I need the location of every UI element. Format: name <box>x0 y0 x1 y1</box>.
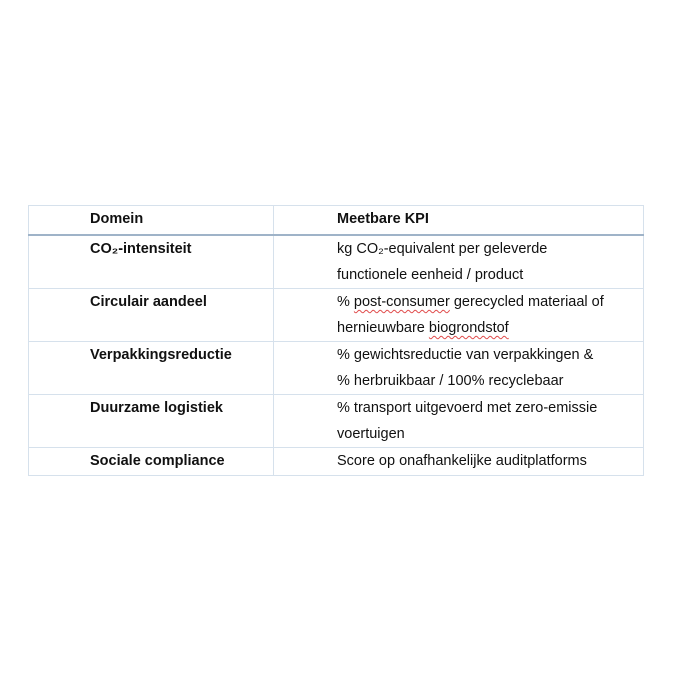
kpi-cell <box>274 235 644 289</box>
spellcheck-marked-word: biogrondstof <box>428 320 509 336</box>
kpi-line: % herbruikbaar / 100% recyclebaar <box>337 373 564 389</box>
table-row <box>29 395 644 448</box>
kpi-text: hernieuwbare <box>337 320 429 336</box>
kpi-line: functionele eenheid / product <box>337 267 524 283</box>
kpi-line: kg CO₂-equivalent per geleverde <box>337 241 548 257</box>
header-domain: Domein <box>29 206 274 236</box>
table-row <box>29 448 644 476</box>
header-kpi: Meetbare KPI <box>274 206 644 236</box>
kpi-cell <box>274 395 644 448</box>
kpi-line: voertuigen <box>337 426 405 442</box>
table-row <box>29 289 644 342</box>
kpi-cell <box>274 289 644 342</box>
domain-cell: Verpakkingsreductie <box>29 342 274 395</box>
domain-cell: Sociale compliance <box>29 448 274 476</box>
table-row <box>29 235 644 289</box>
table-header-row <box>29 206 644 236</box>
domain-cell: Duurzame logistiek <box>29 395 274 448</box>
kpi-text: gerecycled materiaal of <box>449 294 604 310</box>
kpi-cell <box>274 342 644 395</box>
domain-cell: Circulair aandeel <box>29 289 274 342</box>
kpi-cell <box>274 448 644 476</box>
kpi-line: % transport uitgevoerd met zero-emissie <box>337 400 598 416</box>
domain-cell: CO₂-intensiteit <box>29 235 274 289</box>
kpi-line: % gewichtsreductie van verpakkingen & <box>337 347 594 363</box>
kpi-text: % <box>337 294 354 310</box>
kpi-line: Score op onafhankelijke auditplatforms <box>337 453 587 469</box>
kpi-table <box>28 205 644 476</box>
spellcheck-marked-word: post-consumer <box>353 294 450 310</box>
table-row <box>29 342 644 395</box>
